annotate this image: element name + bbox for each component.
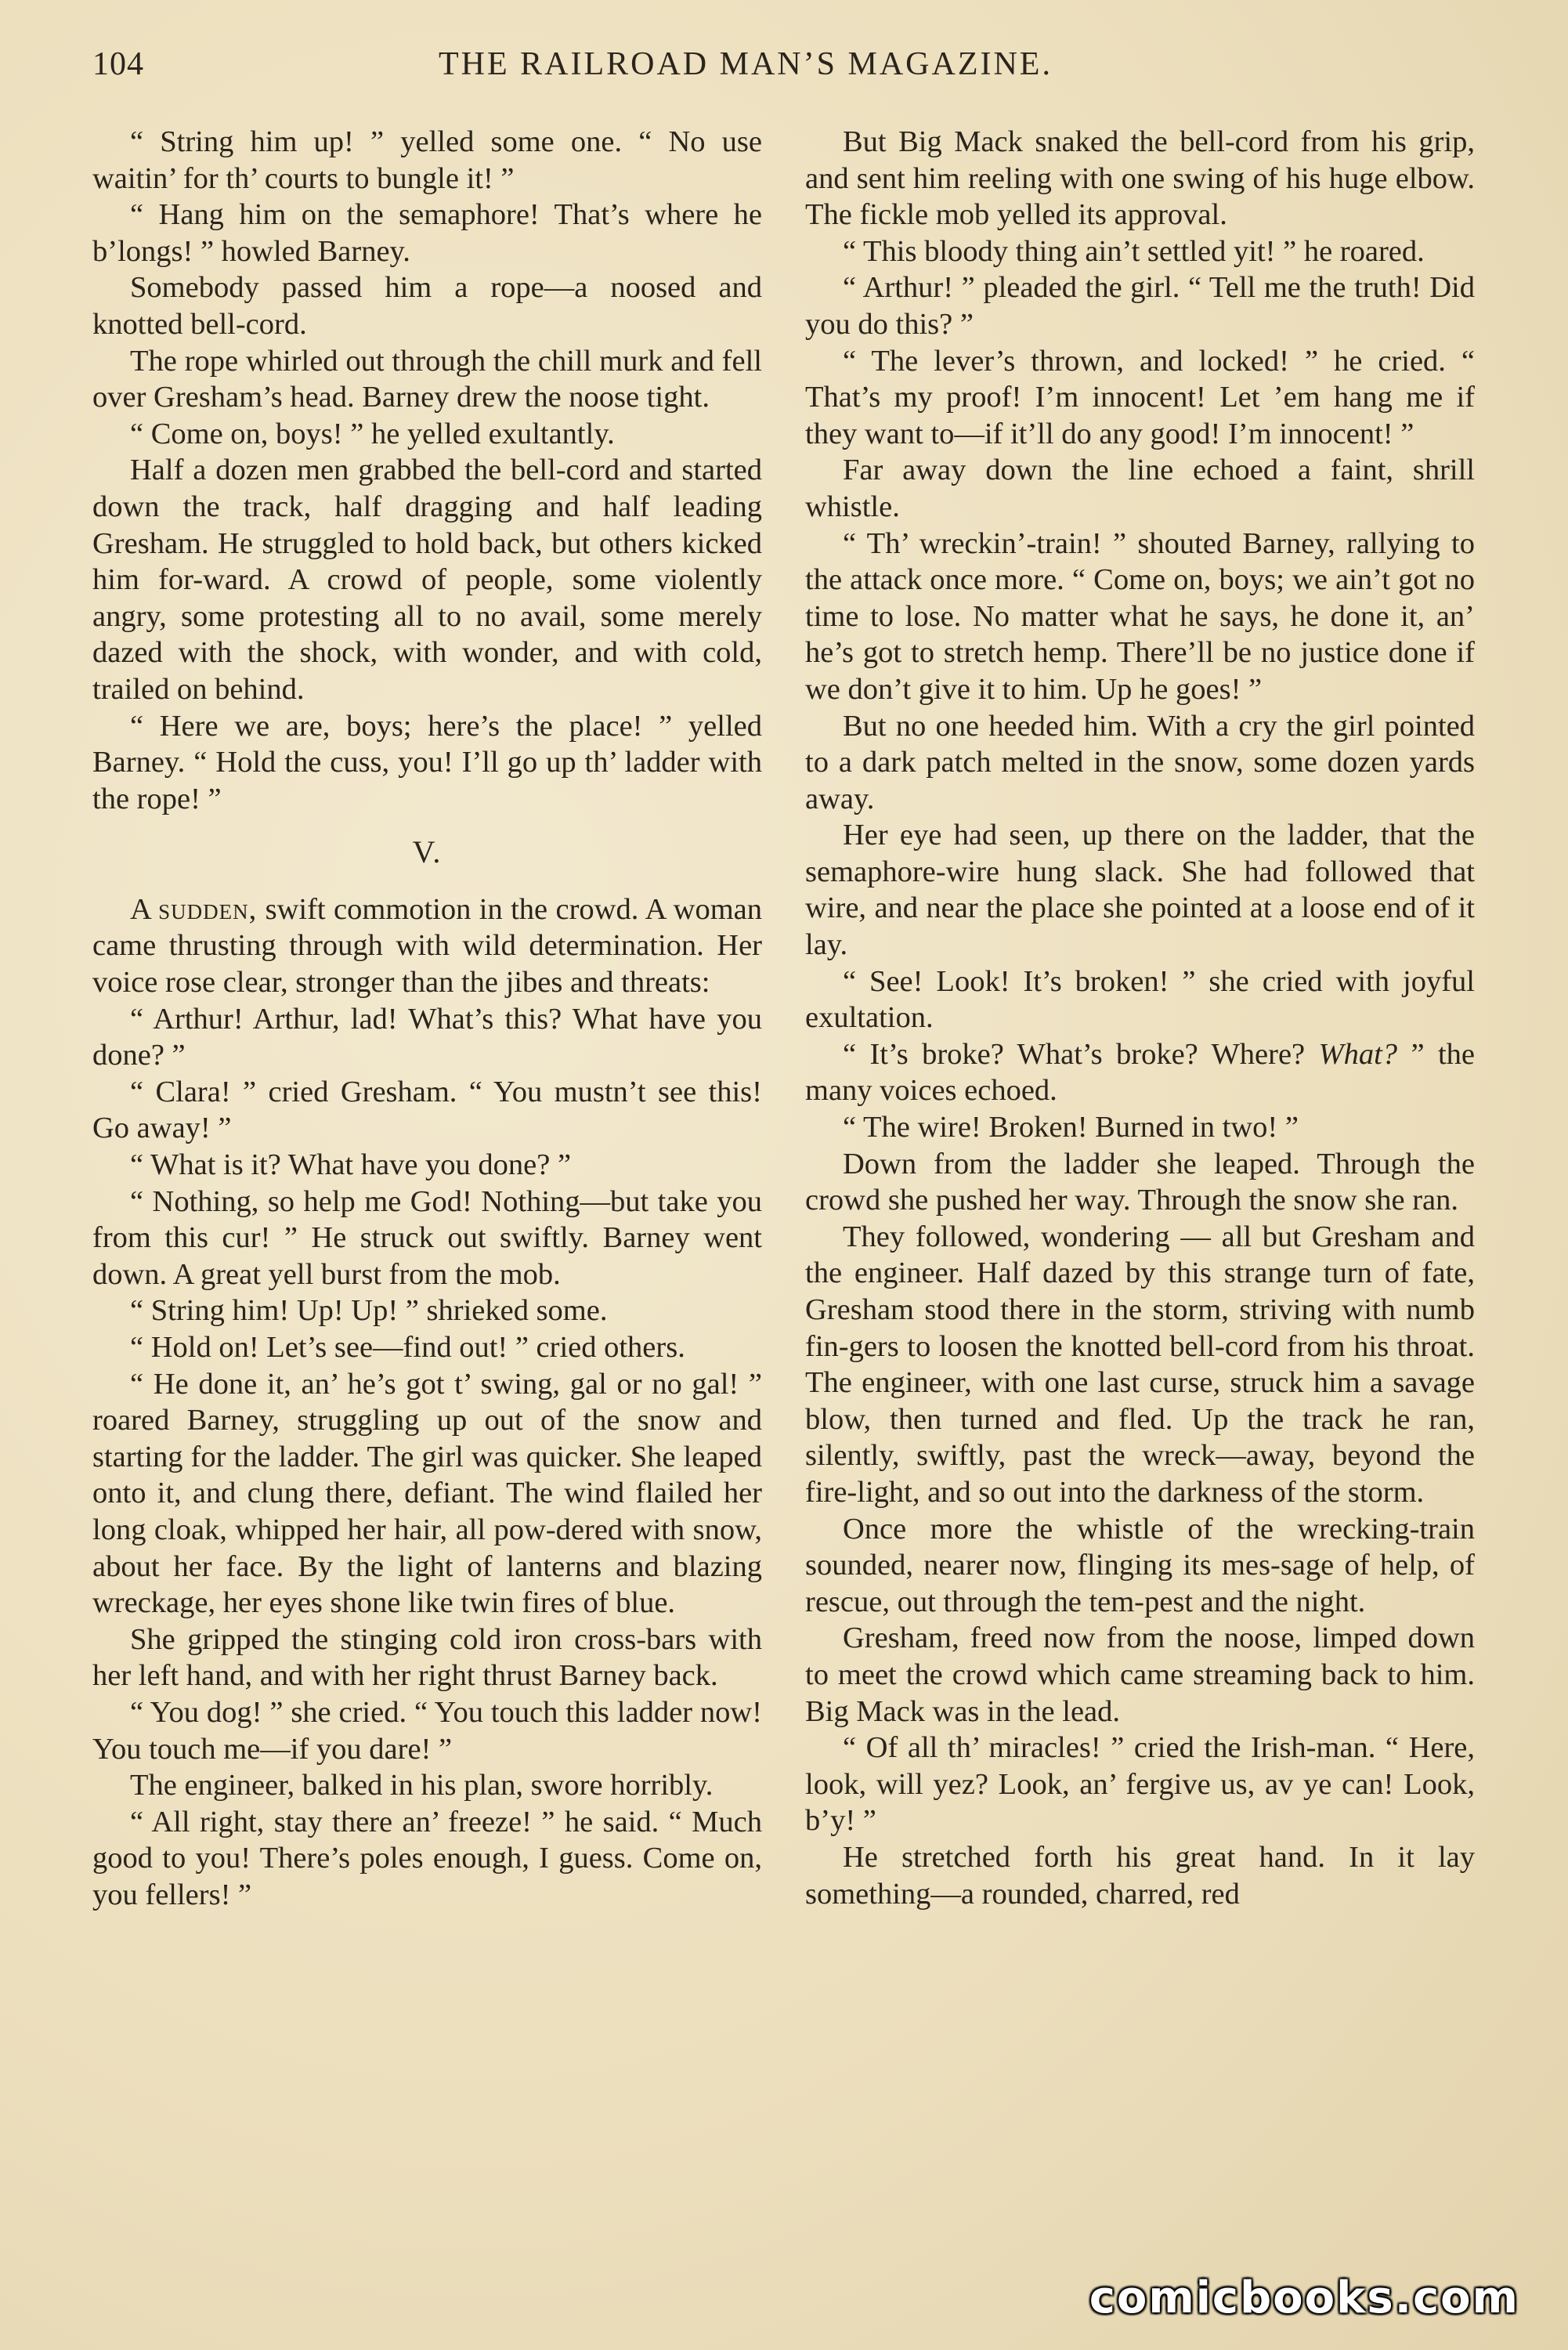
paragraph-text: swift commotion in the crowd. A woman came thrusting through with wild determination. Her voice rose clear, stronger than the jibes and threats: (92, 892, 763, 1000)
running-head: THE RAILROAD MAN’S MAGAZINE. (439, 46, 1053, 82)
paragraph: Half a dozen men grabbed the bell-cord and started down the track, half dragging and half leading Gresham. He struggled to hold back, but others kicked him for-ward. A crowd of people, some violently angry, some protesting all to no avail, some merely dazed with the shock, with wonder, and with cold, trailed on behind. (92, 454, 762, 706)
paragraph: Far away down the line echoed a faint, shrill whistle. (805, 454, 1475, 523)
paragraph: “ Th’ wreckin’-train! ” shouted Barney, rallying to the attack once more. “ Come on, boys; we ain’t got no time to lose. No matter what he says, he done it, an’ he’s got to stretch hemp. There’ll be no justice done if we don’t give it to him. Up he goes! ” (805, 526, 1475, 706)
paragraph: She gripped the stinging cold iron cross-bars with her left hand, and with her right thrust Barney back. (92, 1622, 762, 1693)
paragraph: “ String him up! ” yelled some one. “ No use waitin’ for th’ courts to bungle it! ” (92, 125, 762, 195)
paragraph-text: ” the many voices echoed. (805, 1037, 1475, 1108)
page-number: 104 (92, 46, 144, 82)
paragraph: “ The lever’s thrown, and locked! ” he cried. “ That’s my proof! I’m innocent! Let ’em hang me if they want to—if it’ll do any good! I’m innocent! ” (805, 344, 1475, 450)
paragraph: The engineer, balked in his plan, swore horribly. (130, 1769, 714, 1802)
paragraph-text: “ It’s broke? What’s broke? Where? (843, 1037, 1306, 1071)
smallcaps-word: sudden, (158, 892, 258, 926)
paragraph: They followed, wondering — all but Gresham and the engineer. Half dazed by this strange turn of fate, Gresham stood there in the storm, striving with numb fin-gers to loosen the knotted bell-cord from his throat. The engineer, with one last curse, struck him a savage blow, then turned and fled. Up the track he ran, silently, swiftly, past the wreck—away, beyond the fire-light, and so out into the darkness of the storm. (805, 1220, 1475, 1509)
paragraph: “ Hang him on the semaphore! That’s where he b’longs! ” howled Barney. (92, 198, 762, 268)
paragraph: “ You dog! ” she cried. “ You touch this ladder now! You touch me—if you dare! ” (92, 1695, 762, 1766)
paragraph: “ Clara! ” cried Gresham. “ You mustn’t see this! Go away! ” (92, 1075, 762, 1145)
paragraph: “ This bloody thing ain’t settled yit! ” he roared. (843, 234, 1425, 268)
paragraph: “ All right, stay there an’ freeze! ” he said. “ Much good to you! There’s poles enough, I guess. Come on, you fellers! ” (92, 1805, 762, 1911)
paragraph: The rope whirled out through the chill murk and fell over Gresham’s head. Barney drew the noose tight. (92, 344, 762, 414)
paragraph: He stretched forth his great hand. In it lay something—a rounded, charred, red (805, 1840, 1475, 1911)
paragraph: “ Arthur! ” pleaded the girl. “ Tell me the truth! Did you do this? ” (805, 271, 1475, 341)
paragraph: But no one heeded him. With a cry the girl pointed to a dark patch melted in the snow, some dozen yards away. (805, 709, 1475, 815)
paragraph: Gresham, freed now from the noose, limped down to meet the crowd which came streaming back to him. Big Mack was in the lead. (805, 1622, 1475, 1728)
paragraph: “ The wire! Broken! Burned in two! ” (843, 1111, 1299, 1144)
paragraph: Once more the whistle of the wrecking-train sounded, nearer now, flinging its mes-sage of help, of rescue, out through the tem-pest and the night. (805, 1512, 1475, 1618)
paragraph: Her eye had seen, up there on the ladder, that the semaphore-wire hung slack. She had followed that wire, and near the place she pointed at a loose end of it lay. (805, 819, 1475, 962)
section-heading: V. (412, 834, 443, 870)
paragraph: “ He done it, an’ he’s got t’ swing, gal or no gal! ” roared Barney, struggling up out of the snow and starting for the ladder. The girl was quicker. She leaped onto it, and clung there, defiant. The wind flailed her long cloak, whipped her hair, all pow-dered with snow, about her face. By the light of lanterns and blazing wreckage, her eyes shone like twin fires of blue. (92, 1367, 762, 1620)
paragraph: “ Here we are, boys; here’s the place! ” yelled Barney. “ Hold the cuss, you! I’ll go up th’ ladder with the rope! ” (92, 709, 762, 815)
paragraph: “ What is it? What have you done? ” (130, 1148, 572, 1182)
paragraph: “ Nothing, so help me God! Nothing—but take you from this cur! ” He struck out swiftly. Barney went down. A great yell burst from the mob. (92, 1184, 762, 1291)
watermark: comicbooks.com (1089, 2272, 1519, 2323)
paragraph: “ String him! Up! Up! ” shrieked some. (130, 1294, 608, 1328)
left-column (92, 124, 762, 1914)
paragraph (805, 1036, 1475, 1109)
dropword: A (130, 892, 150, 926)
right-column (805, 124, 1475, 1912)
paragraph: “ See! Look! It’s broken! ” she cried with joyful exultation. (805, 964, 1475, 1035)
paragraph: Down from the ladder she leaped. Through the crowd she pushed her way. Through the snow she ran. (805, 1147, 1475, 1217)
paragraph: Somebody passed him a rope—a noosed and knotted bell-cord. (92, 271, 762, 341)
paragraph: “ Come on, boys! ” he yelled exultantly. (130, 417, 615, 450)
paragraph: “ Of all th’ miracles! ” cried the Irish-man. “ Here, look, will yez? Look, an’ fergive us, av ye can! Look, b’y! ” (805, 1731, 1475, 1838)
paragraph: “ Arthur! Arthur, lad! What’s this? What have you done? ” (92, 1002, 762, 1072)
italic-word: What? (1318, 1037, 1398, 1071)
paragraph: But Big Mack snaked the bell-cord from his grip, and sent him reeling with one swing of his huge elbow. The fickle mob yelled its approval. (805, 125, 1475, 232)
paragraph: “ Hold on! Let’s see—find out! ” cried others. (130, 1331, 685, 1364)
paragraph (92, 891, 762, 1001)
